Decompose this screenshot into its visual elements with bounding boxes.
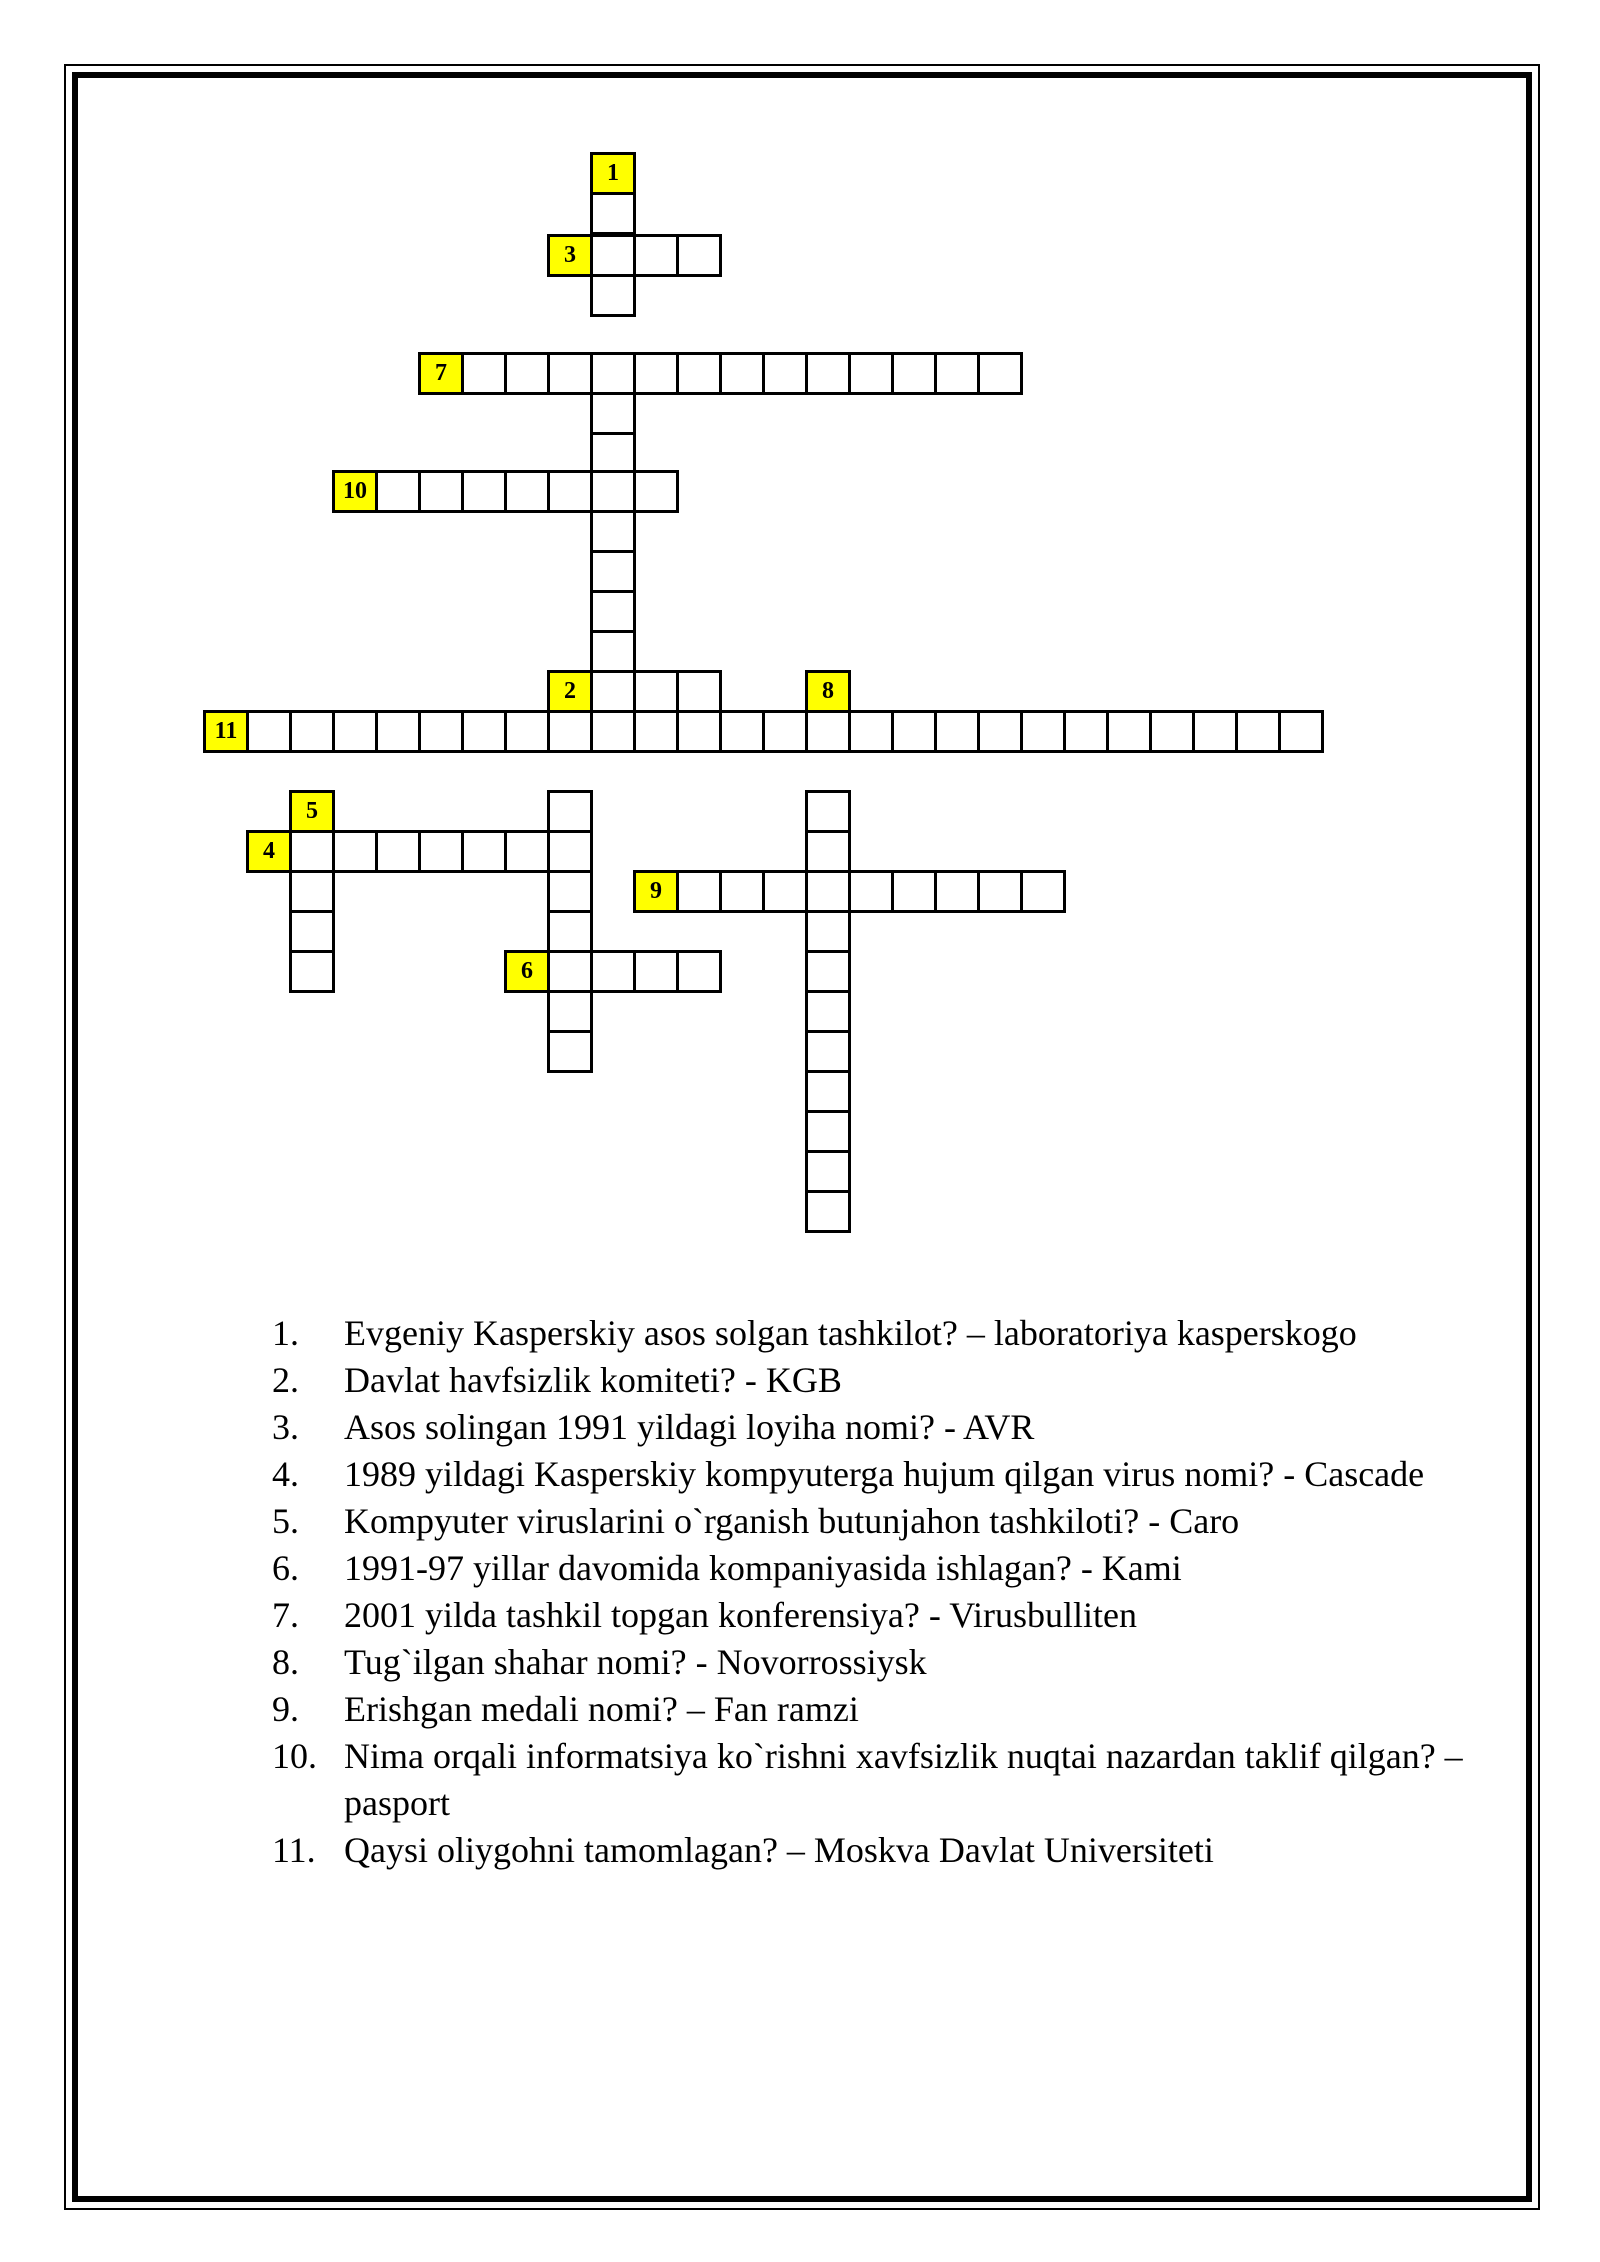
- crossword-cell[interactable]: [590, 670, 636, 713]
- clue-number-cell[interactable]: 3: [547, 234, 593, 277]
- crossword-cell[interactable]: [590, 432, 636, 475]
- crossword-cell[interactable]: [590, 630, 636, 673]
- crossword-cell[interactable]: [289, 870, 335, 913]
- crossword-cell[interactable]: [504, 830, 550, 873]
- clue-item: [272, 1451, 1512, 1498]
- crossword-cell[interactable]: [332, 710, 378, 753]
- crossword-cell[interactable]: [633, 352, 679, 395]
- crossword-cell[interactable]: [590, 352, 636, 395]
- crossword-cell[interactable]: [504, 470, 550, 513]
- crossword-cell[interactable]: [633, 234, 679, 277]
- crossword-cell[interactable]: [547, 470, 593, 513]
- crossword-cell[interactable]: [977, 352, 1023, 395]
- crossword-cell[interactable]: [1278, 710, 1324, 753]
- clue-number: 6.: [272, 1548, 299, 1588]
- clue-number: 7.: [272, 1595, 299, 1635]
- crossword-cell[interactable]: [1192, 710, 1238, 753]
- crossword-cell[interactable]: [590, 550, 636, 593]
- crossword-cell[interactable]: [418, 710, 464, 753]
- crossword-cell[interactable]: [590, 192, 636, 235]
- crossword-cell[interactable]: [547, 352, 593, 395]
- crossword-cell[interactable]: [719, 710, 765, 753]
- clue-item: [272, 1592, 1512, 1639]
- crossword-cell[interactable]: [805, 1070, 851, 1113]
- clue-number-cell[interactable]: 11: [203, 710, 249, 753]
- clue-number-cell[interactable]: 9: [633, 870, 679, 913]
- crossword-cell[interactable]: [633, 470, 679, 513]
- crossword-cell[interactable]: [289, 950, 335, 993]
- crossword-cell[interactable]: [590, 710, 636, 753]
- crossword-cell[interactable]: [977, 710, 1023, 753]
- crossword-cell[interactable]: [1235, 710, 1281, 753]
- crossword-cell[interactable]: [590, 510, 636, 553]
- crossword-cell[interactable]: [934, 710, 980, 753]
- crossword-cell[interactable]: [418, 470, 464, 513]
- clue-number: 10.: [272, 1736, 317, 1776]
- clue-text: Qaysi oliygohni tamomlagan? – Moskva Davlat Universiteti: [344, 1830, 1214, 1870]
- clue-number: 11.: [272, 1830, 316, 1870]
- clue-number-cell[interactable]: 5: [289, 790, 335, 833]
- crossword-cell[interactable]: [590, 470, 636, 513]
- clue-list: [272, 1310, 1512, 1874]
- crossword-cell[interactable]: [547, 1030, 593, 1073]
- crossword-cell[interactable]: [719, 870, 765, 913]
- crossword-cell[interactable]: [805, 950, 851, 993]
- crossword-cell[interactable]: [934, 352, 980, 395]
- crossword-cell[interactable]: [504, 710, 550, 753]
- crossword-cell[interactable]: [633, 710, 679, 753]
- clue-number: 3.: [272, 1407, 299, 1447]
- crossword-cell[interactable]: [676, 352, 722, 395]
- clue-number: 4.: [272, 1454, 299, 1494]
- clue-text: Davlat havfsizlik komiteti? - KGB: [344, 1360, 842, 1400]
- crossword-cell[interactable]: [289, 830, 335, 873]
- crossword-cell[interactable]: [805, 1190, 851, 1233]
- clue-item: [272, 1686, 1512, 1733]
- crossword-cell[interactable]: [246, 710, 292, 753]
- crossword-cell[interactable]: [590, 392, 636, 435]
- crossword-cell[interactable]: [461, 710, 507, 753]
- crossword-cell[interactable]: [805, 790, 851, 833]
- crossword-cell[interactable]: [1020, 710, 1066, 753]
- clue-text: Nima orqali informatsiya ko`rishni xavfsizlik nuqtai nazardan taklif qilgan? – pasport: [344, 1736, 1463, 1823]
- crossword-cell[interactable]: [848, 870, 894, 913]
- clue-number-cell[interactable]: 6: [504, 950, 550, 993]
- crossword-cell[interactable]: [805, 910, 851, 953]
- crossword-cell[interactable]: [848, 352, 894, 395]
- crossword-cell[interactable]: [1063, 710, 1109, 753]
- crossword-cell[interactable]: [375, 470, 421, 513]
- clue-item: [272, 1639, 1512, 1686]
- clue-text: 1991-97 yillar davomida kompaniyasida ishlagan? - Kami: [344, 1548, 1182, 1588]
- crossword-cell[interactable]: [1106, 710, 1152, 753]
- clue-number: 5.: [272, 1501, 299, 1541]
- crossword-cell[interactable]: [848, 710, 894, 753]
- crossword-cell[interactable]: [891, 870, 937, 913]
- crossword-cell[interactable]: [805, 830, 851, 873]
- clue-text: 1989 yildagi Kasperskiy kompyuterga hujum qilgan virus nomi? - Cascade: [344, 1454, 1425, 1494]
- clue-text: Kompyuter viruslarini o`rganish butunjahon tashkiloti? - Caro: [344, 1501, 1240, 1541]
- crossword-cell[interactable]: [547, 870, 593, 913]
- crossword-cell[interactable]: [332, 830, 378, 873]
- crossword-cell[interactable]: [891, 352, 937, 395]
- clue-text: Evgeniy Kasperskiy asos solgan tashkilot? – laboratoriya kasperskogo: [344, 1313, 1357, 1353]
- crossword-cell[interactable]: [1020, 870, 1066, 913]
- clue-item: [272, 1310, 1512, 1357]
- crossword-cell[interactable]: [547, 990, 593, 1033]
- crossword-cell[interactable]: [762, 870, 808, 913]
- clue-item: [272, 1545, 1512, 1592]
- crossword-cell[interactable]: [375, 710, 421, 753]
- clue-number: 9.: [272, 1689, 299, 1729]
- crossword-cell[interactable]: [547, 950, 593, 993]
- crossword-cell[interactable]: [418, 830, 464, 873]
- crossword-cell[interactable]: [676, 710, 722, 753]
- clue-number: 2.: [272, 1360, 299, 1400]
- clue-number-cell[interactable]: 2: [547, 670, 593, 713]
- crossword-cell[interactable]: [547, 790, 593, 833]
- crossword-cell[interactable]: [590, 234, 636, 277]
- crossword-cell[interactable]: [461, 470, 507, 513]
- crossword-cell[interactable]: [676, 950, 722, 993]
- crossword-cell[interactable]: [805, 710, 851, 753]
- crossword-cell[interactable]: [762, 710, 808, 753]
- clue-number-cell[interactable]: 4: [246, 830, 292, 873]
- clue-number-cell[interactable]: 7: [418, 352, 464, 395]
- crossword-cell[interactable]: [1149, 710, 1195, 753]
- crossword-cell[interactable]: [805, 1110, 851, 1153]
- crossword-cell[interactable]: [590, 590, 636, 633]
- crossword-cell[interactable]: [504, 352, 550, 395]
- clue-item: [272, 1404, 1512, 1451]
- crossword-cell[interactable]: [590, 274, 636, 317]
- clue-number: 8.: [272, 1642, 299, 1682]
- crossword-cell[interactable]: [805, 990, 851, 1033]
- crossword-cell[interactable]: [891, 710, 937, 753]
- clue-number: 1.: [272, 1313, 299, 1353]
- crossword-cell[interactable]: [977, 870, 1023, 913]
- crossword-cell[interactable]: [805, 870, 851, 913]
- crossword-cell[interactable]: [719, 352, 765, 395]
- crossword-cell[interactable]: [547, 830, 593, 873]
- crossword-cell[interactable]: [805, 352, 851, 395]
- crossword-cell[interactable]: [633, 670, 679, 713]
- crossword-cell[interactable]: [461, 352, 507, 395]
- clue-number-cell[interactable]: 8: [805, 670, 851, 713]
- crossword-cell[interactable]: [289, 710, 335, 753]
- crossword-cell[interactable]: [461, 830, 507, 873]
- clue-text: 2001 yilda tashkil topgan konferensiya? - Virusbulliten: [344, 1595, 1138, 1635]
- crossword-cell[interactable]: [375, 830, 421, 873]
- crossword-cell[interactable]: [676, 870, 722, 913]
- clue-text: Asos solingan 1991 yildagi loyiha nomi? - AVR: [344, 1407, 1035, 1447]
- clue-item: [272, 1733, 1512, 1827]
- crossword-cell[interactable]: [676, 670, 722, 713]
- crossword-cell[interactable]: [547, 910, 593, 953]
- clue-number-cell[interactable]: 1: [590, 152, 636, 195]
- crossword-cell[interactable]: [289, 910, 335, 953]
- crossword-cell[interactable]: [934, 870, 980, 913]
- crossword-cell[interactable]: [805, 1030, 851, 1073]
- clue-item: [272, 1498, 1512, 1545]
- crossword-cell[interactable]: [762, 352, 808, 395]
- crossword-cell[interactable]: [547, 710, 593, 753]
- crossword-cell[interactable]: [633, 950, 679, 993]
- clue-text: Erishgan medali nomi? – Fan ramzi: [344, 1689, 859, 1729]
- clue-number-cell[interactable]: 10: [332, 470, 378, 513]
- crossword-cell[interactable]: [805, 1150, 851, 1193]
- crossword-cell[interactable]: [590, 950, 636, 993]
- clue-text: Tug`ilgan shahar nomi? - Novorrossiysk: [344, 1642, 927, 1682]
- crossword-cell[interactable]: [676, 234, 722, 277]
- clue-item: [272, 1827, 1512, 1874]
- clue-item: [272, 1357, 1512, 1404]
